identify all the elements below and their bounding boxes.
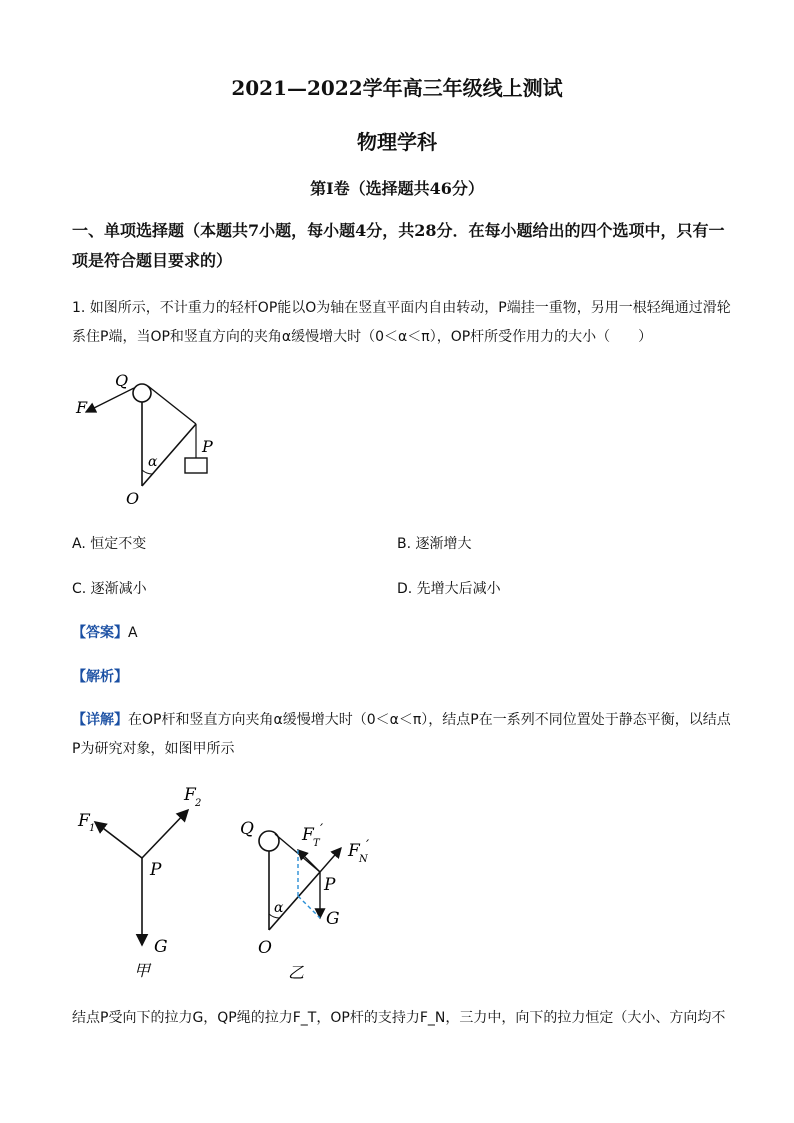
label-alpha: α <box>148 454 158 470</box>
analysis-tag: 【解析】 <box>72 669 128 685</box>
weight-block <box>185 458 207 473</box>
option-d[interactable]: D. 先增大后减小 <box>397 581 501 597</box>
label-fn: F <box>348 841 360 861</box>
answer-tag: 【答案】 <box>72 625 128 641</box>
label-f: F <box>76 398 88 417</box>
dashed-parallel-2 <box>298 896 320 918</box>
label-p-yi: P <box>324 875 336 895</box>
volume-title: 第Ⅰ卷（选择题共46分） <box>310 179 484 198</box>
question-1-text: 1. 如图所示，不计重力的轻杆OP能以O为轴在竖直平面内自由转动，P端挂一重物，另用一根轻绳通过滑轮系住P端，当OP和竖直方向的夹角α缓慢增大时（0＜α＜π），OP杆所受作用力的大小（ ） <box>72 300 731 345</box>
option-a[interactable]: A. 恒定不变 <box>72 536 147 552</box>
label-f1-sub: 1 <box>89 823 96 834</box>
label-p: P <box>202 437 213 456</box>
label-o-yi: O <box>258 938 272 958</box>
answer-line <box>72 622 138 642</box>
label-f2-sub: 2 <box>195 798 202 809</box>
label-fn-prime: ′ <box>366 838 370 854</box>
detail-paragraph <box>72 706 732 764</box>
section-heading: 一、单项选择题（本题共7小题，每小题4分，共28分．在每小题给出的四个选项中，只有一项是符合题目要求的） <box>72 221 725 270</box>
label-g-jia: G <box>154 937 168 957</box>
angle-arc <box>142 470 153 474</box>
label-fn-sub: N <box>359 854 368 865</box>
label-alpha-yi: α <box>274 900 284 916</box>
force-f-arrow <box>86 388 134 412</box>
label-ft-prime: ′ <box>320 822 324 838</box>
label-ft-sub: T <box>313 838 320 849</box>
figure-jia <box>72 780 202 985</box>
label-f1: F <box>78 811 90 831</box>
option-b[interactable]: B. 逐渐增大 <box>397 536 472 552</box>
label-f2: F <box>184 785 196 805</box>
answer-value: A <box>128 625 138 641</box>
question-1-figure <box>70 366 230 516</box>
detail-tag: 【详解】 <box>72 712 128 728</box>
option-c[interactable]: C. 逐渐减小 <box>72 581 147 597</box>
exam-title: 2021—2022学年高三年级线上测试 <box>231 76 563 100</box>
force-ft-arrow <box>298 850 320 872</box>
subject-title: 物理学科 <box>357 130 437 154</box>
detail-text: 在OP杆和竖直方向夹角α缓慢增大时（0＜α＜π），结点P在一系列不同位置处于静态平衡，以结点P为研究对象，如图甲所示 <box>72 712 731 757</box>
rope-qp <box>148 386 196 424</box>
force-fn-arrow <box>320 848 341 872</box>
analysis-line <box>72 666 128 686</box>
force-f1-arrow <box>95 822 142 858</box>
label-o: O <box>126 489 140 508</box>
caption-jia: 甲 <box>134 961 151 980</box>
caption-yi: 乙 <box>288 963 305 982</box>
last-paragraph: 结点P受向下的拉力G，QP绳的拉力F_T，OP杆的支持力F_N，三力中，向下的拉力恒定（大小、方向均不 <box>72 1010 726 1026</box>
label-ft: F <box>302 825 314 845</box>
label-g-yi: G <box>326 909 340 929</box>
label-q: Q <box>115 371 129 390</box>
label-q-yi: Q <box>240 819 254 839</box>
figure-yi <box>232 810 382 986</box>
label-p-jia: P <box>150 860 162 880</box>
force-f2-arrow <box>142 810 188 858</box>
